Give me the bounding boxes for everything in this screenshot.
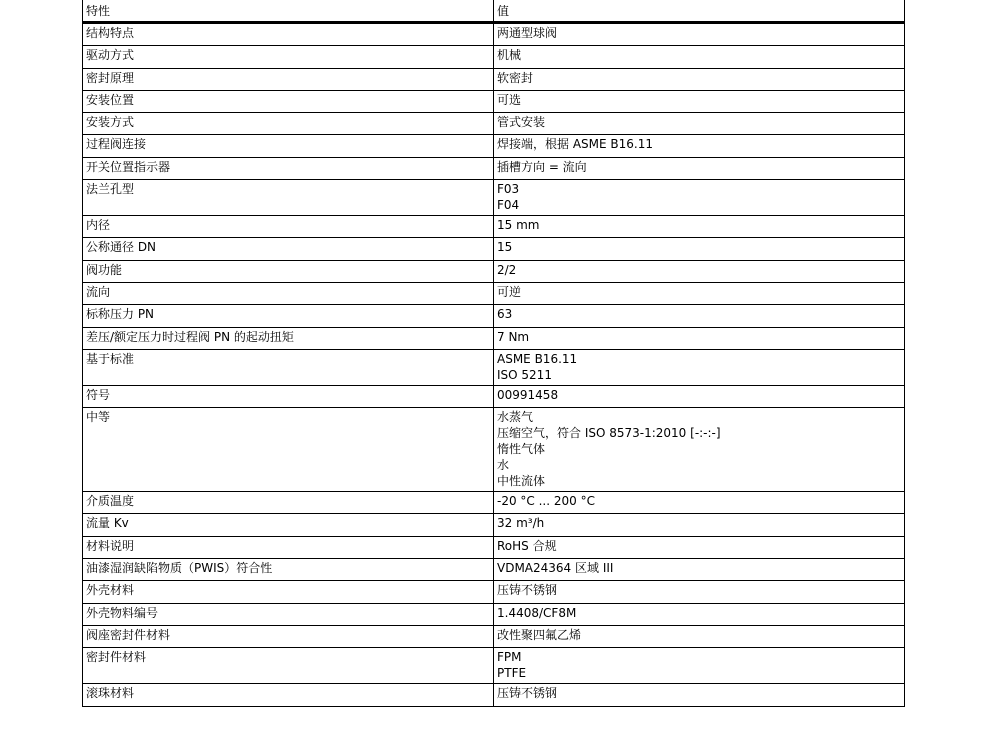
table-row [83,385,905,407]
value-line: 压铸不锈钢 [497,686,558,701]
table-row [83,135,905,157]
value-line: 水蒸气 [497,410,534,425]
value-line: 软密封 [497,70,534,85]
table-row [83,603,905,625]
table-row [83,492,905,514]
value-line: 改性聚四氟乙烯 [497,627,582,642]
table-row [83,408,905,492]
value-line: 7 Nm [497,329,530,344]
value-line: 32 m³/h [497,516,545,531]
property-value [494,157,905,179]
value-line: 管式安装 [497,115,546,130]
property-value [494,514,905,536]
property-value [494,327,905,349]
property-name: 中等 [83,408,494,492]
property-value [494,408,905,492]
property-value [494,349,905,385]
value-line: 压缩空气，符合 ISO 8573-1:2010 [-:-:-] [497,426,721,441]
value-line: 63 [497,307,513,322]
property-name: 开关位置指示器 [83,157,494,179]
table-row [83,327,905,349]
property-value [494,238,905,260]
table-header-row [83,0,905,23]
table-row [83,684,905,706]
value-line: -20 °C ... 200 °C [497,494,595,509]
property-name: 阀功能 [83,260,494,282]
spec-sheet [82,0,904,742]
value-line: 压铸不锈钢 [497,583,558,598]
value-line: 机械 [497,48,522,63]
table-row [83,349,905,385]
table-row [83,536,905,558]
property-value [494,90,905,112]
header-value: 值 [494,0,905,23]
property-name: 法兰孔型 [83,180,494,216]
property-value [494,135,905,157]
table-row [83,157,905,179]
table-row [83,581,905,603]
value-line: 2/2 [497,262,517,277]
property-name: 符号 [83,385,494,407]
property-value [494,180,905,216]
table-row [83,180,905,216]
table-row [83,514,905,536]
property-name: 外壳材料 [83,581,494,603]
value-line: F03 [497,182,520,197]
value-line: ISO 5211 [497,367,552,382]
table-row [83,113,905,135]
table-row [83,282,905,304]
property-name: 流向 [83,282,494,304]
property-name: 阀座密封件材料 [83,625,494,647]
property-value [494,536,905,558]
property-name: 外壳物料编号 [83,603,494,625]
value-line: 可逆 [497,284,522,299]
property-value [494,282,905,304]
table-row [83,23,905,46]
value-line: F04 [497,198,520,213]
property-name: 流量 Kv [83,514,494,536]
table-row [83,68,905,90]
property-name: 材料说明 [83,536,494,558]
property-name: 驱动方式 [83,46,494,68]
property-name: 安装位置 [83,90,494,112]
header-property: 特性 [83,0,494,23]
property-value [494,260,905,282]
value-line: 两通型球阀 [497,26,558,40]
property-value [494,625,905,647]
property-name: 差压/额定压力时过程阀 PN 的起动扭矩 [83,327,494,349]
value-line: 00991458 [497,387,559,402]
property-name: 安装方式 [83,113,494,135]
property-value [494,684,905,706]
property-name: 过程阀连接 [83,135,494,157]
table-row [83,260,905,282]
table-row [83,238,905,260]
value-line: 惰性气体 [497,442,546,457]
property-value [494,68,905,90]
value-line: 15 mm [497,218,540,233]
value-line: 15 [497,240,513,255]
value-line: 焊接端，根据 ASME B16.11 [497,137,653,152]
property-name: 密封原理 [83,68,494,90]
spec-table-body [83,23,905,707]
table-row [83,90,905,112]
value-line: PTFE [497,666,527,681]
spec-table [82,0,905,707]
property-name: 密封件材料 [83,648,494,684]
table-row [83,305,905,327]
table-row [83,625,905,647]
property-name: 油漆湿润缺陷物质（PWIS）符合性 [83,559,494,581]
value-line: 1.4408/CF8M [497,605,577,620]
property-value [494,385,905,407]
value-line: 中性流体 [497,474,546,489]
property-value [494,492,905,514]
property-value [494,113,905,135]
table-row [83,46,905,68]
value-line: 水 [497,458,510,473]
property-value [494,648,905,684]
property-value [494,305,905,327]
table-row [83,559,905,581]
property-name: 基于标准 [83,349,494,385]
property-value [494,603,905,625]
value-line: VDMA24364 区域 III [497,561,614,576]
value-line: 可选 [497,92,522,107]
property-value [494,46,905,68]
value-line: ASME B16.11 [497,351,578,366]
property-name: 标称压力 PN [83,305,494,327]
value-line: FPM [497,650,522,665]
property-name: 滚珠材料 [83,684,494,706]
property-value [494,581,905,603]
table-row [83,648,905,684]
property-name: 公称通径 DN [83,238,494,260]
value-line: RoHS 合规 [497,538,557,553]
table-row [83,216,905,238]
property-value [494,559,905,581]
property-value [494,216,905,238]
value-line: 插槽方向 = 流向 [497,159,587,174]
property-value [494,23,905,46]
property-name: 结构特点 [83,23,494,46]
property-name: 介质温度 [83,492,494,514]
property-name: 内径 [83,216,494,238]
